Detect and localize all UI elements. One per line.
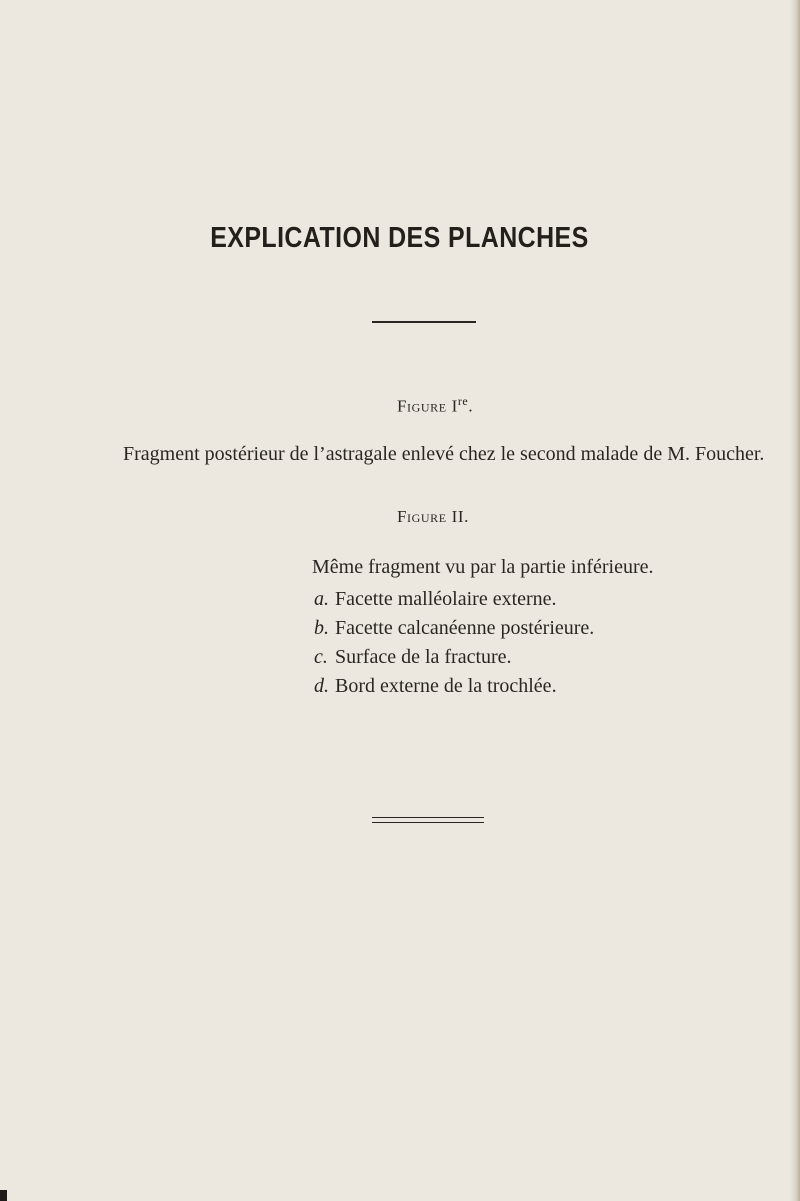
- figure-2-legend: [312, 585, 594, 701]
- figure-2-description: Même fragment vu par la partie inférieure.: [312, 556, 654, 578]
- figure-1-heading-end: .: [468, 396, 474, 416]
- page-edge-shadow: [790, 0, 800, 1201]
- legend-item: [312, 672, 594, 701]
- legend-label: Bord externe de la trochlée.: [335, 675, 557, 697]
- figure-1-heading: [397, 394, 473, 417]
- figure-1-heading-main: Figure I: [397, 396, 458, 416]
- figure-2-heading: Figure II.: [397, 507, 469, 526]
- figure-1-heading-sup: re: [457, 394, 469, 408]
- legend-item: [312, 643, 594, 672]
- title-rule: [372, 321, 476, 323]
- legend-letter: d.: [314, 675, 329, 697]
- corner-mark: [0, 1190, 7, 1201]
- legend-label: Facette malléolaire externe.: [335, 588, 557, 610]
- page-title: EXPLICATION DES PLANCHES: [210, 222, 589, 254]
- closing-double-rule: [372, 817, 484, 823]
- legend-letter: a.: [314, 588, 329, 610]
- figure-1-description: Fragment postérieur de l’astragale enlevé chez le second malade de M. Foucher.: [123, 443, 765, 465]
- legend-item: [312, 585, 594, 614]
- legend-item: [312, 614, 594, 643]
- legend-letter: b.: [314, 617, 329, 639]
- legend-letter: c.: [314, 646, 328, 668]
- legend-label: Facette calcanéenne postérieure.: [335, 617, 595, 639]
- legend-label: Surface de la fracture.: [335, 646, 512, 668]
